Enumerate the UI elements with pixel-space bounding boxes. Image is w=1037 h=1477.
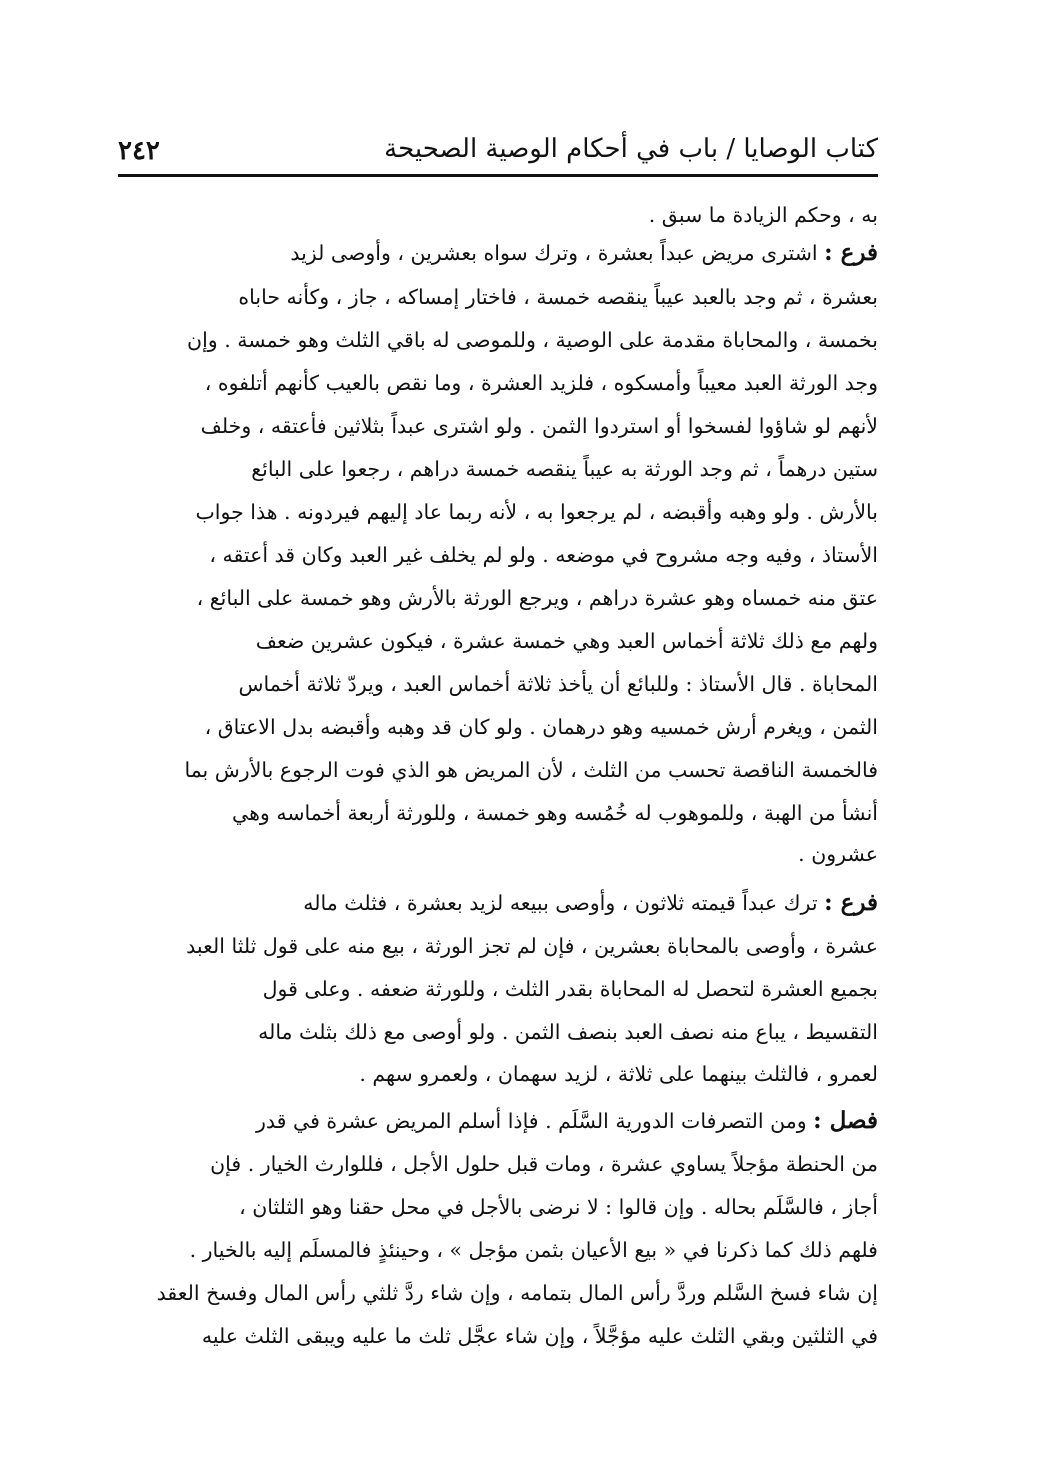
text-line: لعمرو ، فالثلث بينهما على ثلاثة ، لزيد سهمان ، ولعمرو سهم . <box>359 1062 878 1086</box>
text-line: فرع : ترك عبداً قيمته ثلاثون ، وأوصى ببيعه لزيد بعشرة ، فثلث ماله <box>303 889 878 916</box>
text-line: فلهم ذلك كما ذكرنا في « بيع الأعيان بثمن مؤجل » ، وحينئذٍ فالمسلَم إليه بالخيار . <box>189 1238 878 1262</box>
text-line: أنشأ من الهبة ، وللموهوب له خُمُسه وهو خمسة ، وللورثة أربعة أخماسه وهي <box>232 801 878 825</box>
text-line: فرع : اشترى مريض عبداً بعشرة ، وترك سواه بعشرين ، وأوصى لزيد <box>290 239 878 266</box>
text-line: الأستاذ ، وفيه وجه مشروح في موضعه . ولو لم يخلف غير العبد وكان قد أعتقه ، <box>209 543 878 567</box>
text-line: بعشرة ، ثم وجد بالعبد عيباً ينقصه خمسة ، فاختار إمساكه ، جاز ، وكأنه حاباه <box>238 285 878 309</box>
text-line: في الثلثين وبقي الثلث عليه مؤجَّلاً ، وإن شاء عجَّل ثلث ما عليه ويبقى الثلث عليه <box>201 1324 878 1348</box>
text-line: عشرة ، وأوصى بالمحاباة بعشرين ، فإن لم تجز الورثة ، بيع منه على قول ثلثا العبد <box>186 934 878 958</box>
text-line: الثمن ، ويغرم أرش خمسيه وهو درهمان . ولو كان قد وهبه وأقبضه بدل الاعتاق ، <box>204 715 878 739</box>
text-line: به ، وحكم الزيادة ما سبق . <box>648 203 878 227</box>
text-line: ستين درهماً ، ثم وجد الورثة به عيباً ينقصه خمسة دراهم ، رجعوا على البائع <box>251 457 878 481</box>
text-line: وجد الورثة العبد معيباً وأمسكوه ، فلزيد العشرة ، وما نقص بالعيب كأنهم أتلفوه ، <box>204 371 878 395</box>
text-line: بالأرش . ولو وهبه وأقبضه ، لم يرجعوا به ، لأنه ربما عاد إليهم فيردونه . هذا جواب <box>195 500 878 524</box>
text-line: فالخمسة الناقصة تحسب من الثلث ، لأن المريض هو الذي فوت الرجوع بالأرش بما <box>184 758 878 782</box>
section-keyword: فرع : <box>824 239 878 266</box>
page-header <box>118 128 878 176</box>
text-line: المحاباة . قال الأستاذ : وللبائع أن يأخذ ثلاثة أخماس العبد ، ويردّ ثلاثة أخماس <box>238 672 878 696</box>
text-line: من الحنطة مؤجلاً يساوي عشرة ، ومات قبل حلول الأجل ، فللوارث الخيار . فإن <box>210 1152 878 1176</box>
text-line: فصل : ومن التصرفات الدورية السَّلَم . فإذا أسلم المريض عشرة في قدر <box>256 1107 878 1134</box>
header-rule <box>118 174 878 177</box>
text-line: التقسيط ، يباع منه نصف العبد بنصف الثمن . ولو أوصى مع ذلك بثلث ماله <box>258 1020 878 1044</box>
running-title: كتاب الوصايا / باب في أحكام الوصية الصحيحة <box>384 134 878 164</box>
section-keyword: فرع : <box>824 889 878 916</box>
text-line: عتق منه خمساه وهو عشرة دراهم ، ويرجع الورثة بالأرش وهو خمسة على البائع ، <box>196 586 878 610</box>
text-line: ولهم مع ذلك ثلاثة أخماس العبد وهي خمسة عشرة ، فيكون عشرين ضعف <box>255 629 878 653</box>
text-line: لأنهم لو شاؤوا لفسخوا أو استردوا الثمن . ولو اشترى عبداً بثلاثين فأعتقه ، وخلف <box>200 414 878 438</box>
text-line: بجميع العشرة لتحصل له المحاباة بقدر الثلث ، وللورثة ضعفه . وعلى قول <box>262 977 878 1001</box>
text-line: أجاز ، فالسَّلَم بحاله . وإن قالوا : لا نرضى بالأجل في محل حقنا وهو الثلثان ، <box>239 1195 878 1219</box>
text-line: بخمسة ، والمحاباة مقدمة على الوصية ، وللموصى له باقي الثلث وهو خمسة . وإن <box>187 328 878 352</box>
text-line: عشرون . <box>798 842 878 866</box>
text-line: إن شاء فسخ السَّلم وردَّ رأس المال بتمامه ، وإن شاء ردَّ ثلثي رأس المال وفسخ العقد <box>156 1281 878 1305</box>
section-keyword: فصل : <box>813 1107 878 1134</box>
page-number: ٢٤٢ <box>118 136 160 166</box>
